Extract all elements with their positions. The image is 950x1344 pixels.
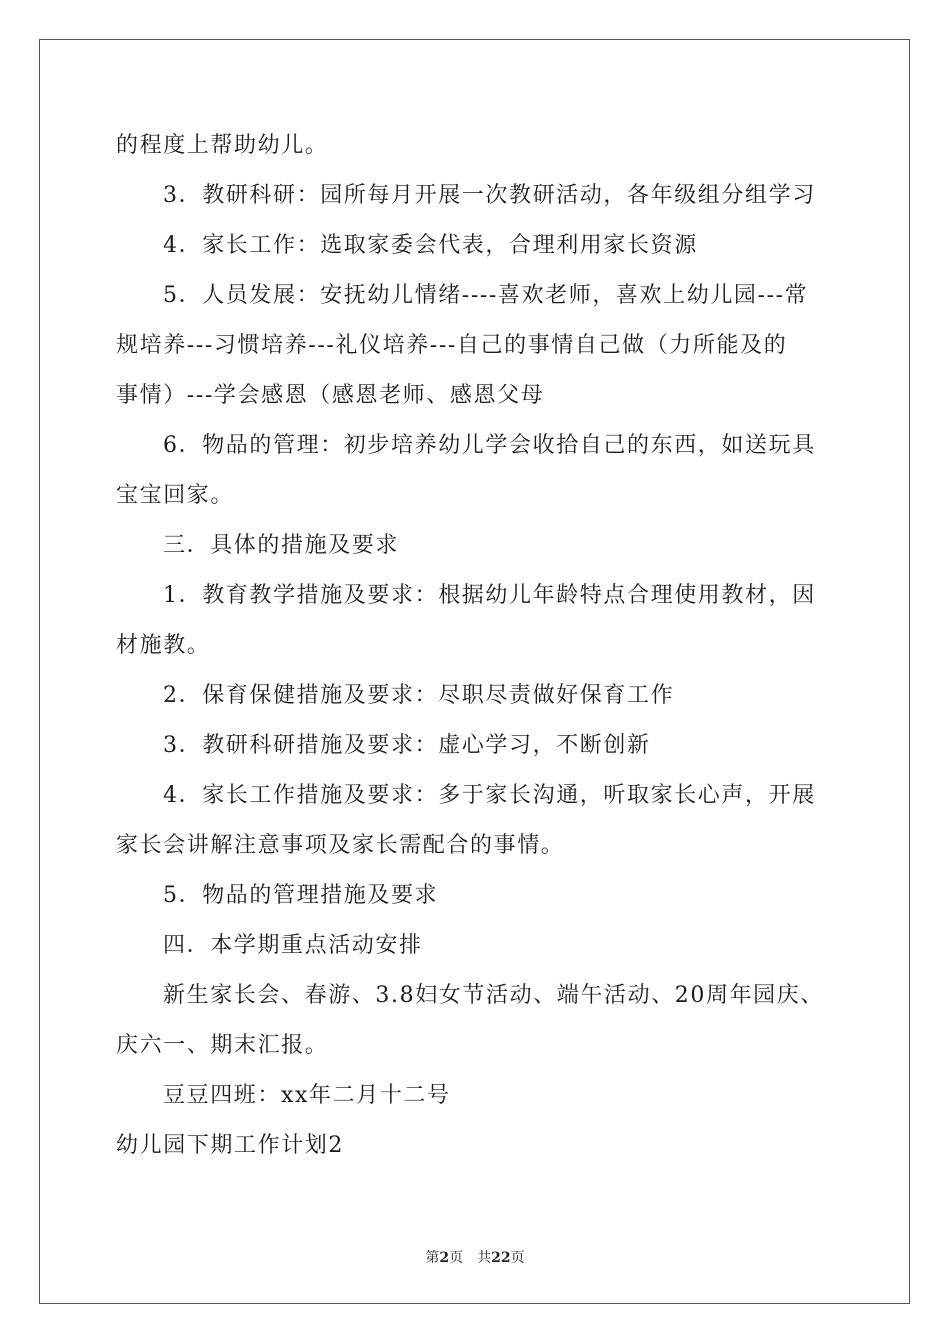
text-line: 6．物品的管理：初步培养幼儿学会收拾自己的东西，如送玩具 (163, 433, 816, 458)
text-line: 1．教育教学措施及要求：根据幼儿年龄特点合理使用教材，因 (163, 583, 816, 608)
total-suffix: 页 (510, 1250, 525, 1266)
section-heading: 三．具体的措施及要求 (163, 533, 400, 558)
text-line: 5．人员发展：安抚幼儿情绪----喜欢老师，喜欢上幼儿园---常 (163, 283, 809, 308)
total-prefix: 共 (477, 1250, 492, 1266)
text-line: 新生家长会、春游、3.8妇女节活动、端午活动、20周年园庆、 (163, 983, 824, 1008)
text-line: 2．保育保健措施及要求：尽职尽责做好保育工作 (163, 683, 675, 708)
text-line: 4．家长工作：选取家委会代表，合理利用家长资源 (163, 233, 698, 258)
text-line: 事情）---学会感恩（感恩老师、感恩父母 (116, 383, 545, 408)
text-line: 4．家长工作措施及要求：多于家长沟通，听取家长心声，开展 (163, 783, 816, 808)
text-line: 3．教研科研：园所每月开展一次教研活动，各年级组分组学习 (163, 183, 816, 208)
text-line: 规培养---习惯培养---礼仪培养---自己的事情自己做（力所能及的 (116, 333, 788, 358)
text-line: 庆六一、期末汇报。 (116, 1033, 329, 1058)
signature-line: 豆豆四班：xx年二月十二号 (163, 1083, 451, 1108)
page-footer (0, 1247, 950, 1267)
text-line: 材施教。 (116, 633, 211, 658)
text-line: 的程度上帮助幼儿。 (116, 133, 329, 158)
text-line: 家长会讲解注意事项及家长需配合的事情。 (116, 833, 565, 858)
text-line: 宝宝回家。 (116, 483, 235, 508)
total-pages: 22 (491, 1250, 511, 1266)
text-line: 5．物品的管理措施及要求 (163, 883, 439, 908)
page-number: 2 (439, 1250, 450, 1266)
page-prefix: 第 (425, 1250, 440, 1266)
document-body (116, 121, 836, 1171)
text-line: 3．教研科研措施及要求：虚心学习，不断创新 (163, 733, 651, 758)
page-suffix: 页 (449, 1250, 464, 1266)
section-heading: 四．本学期重点活动安排 (163, 933, 423, 958)
document-title: 幼儿园下期工作计划2 (116, 1133, 344, 1158)
